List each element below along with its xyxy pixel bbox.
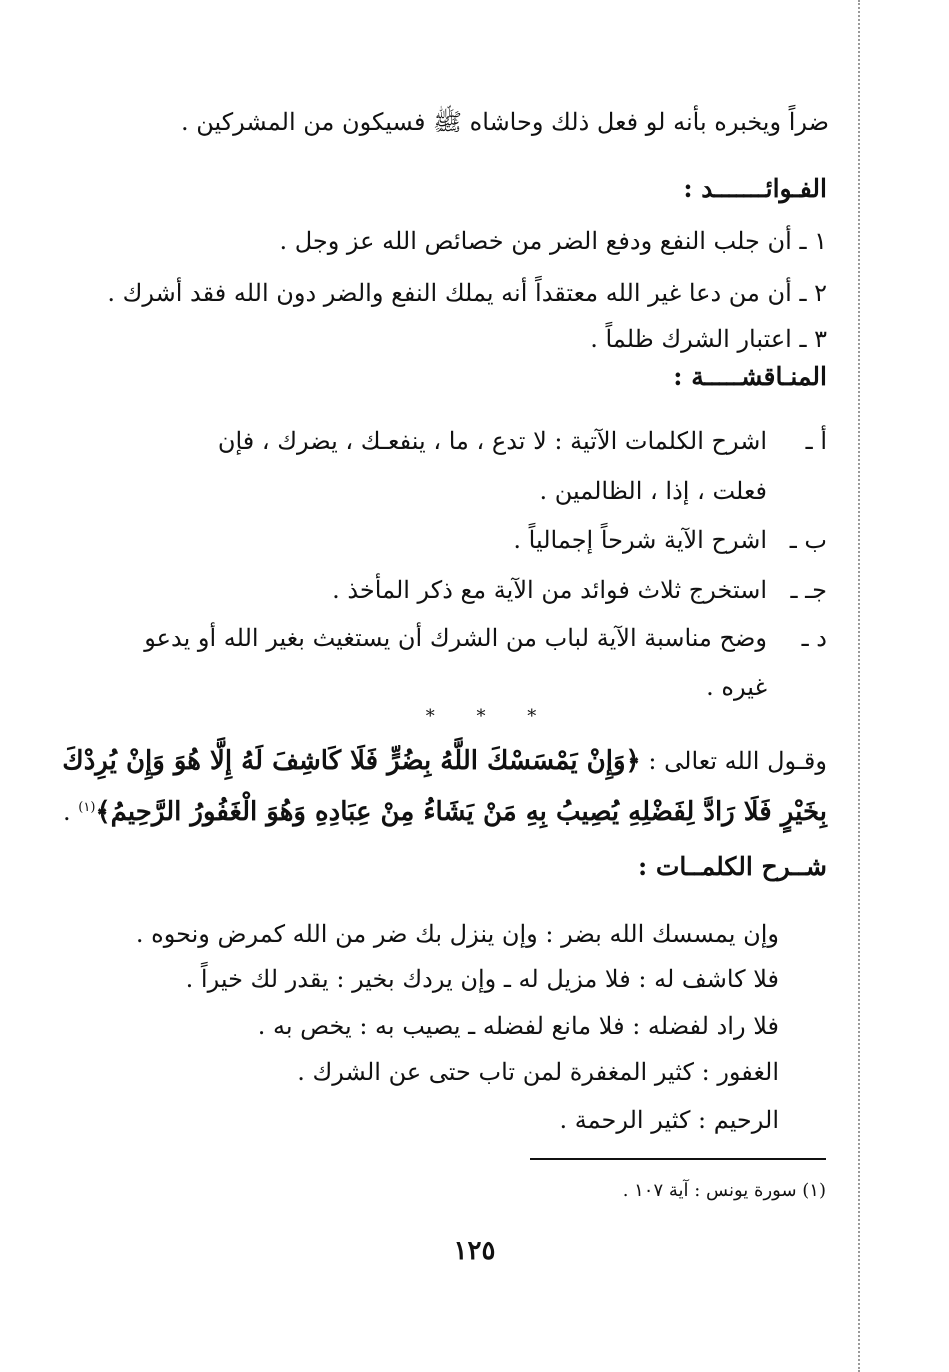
- verse-text-2: بِخَيْرٍ فَلَا رَادَّ لِفَضْلِهِ يُصِيبُ بِهِ مَنْ يَشَاءُ مِنْ عِبَادِهِ وَهُوَ الْغَفُورُ الرَّحِيمُ﴾: [95, 797, 827, 827]
- discussion-marker-a: أ ـ: [805, 427, 827, 455]
- discussion-marker-c: جـ ـ: [790, 576, 827, 604]
- verse-text-1: ﴿وَإِنْ يَمْسَسْكَ اللَّهُ بِضُرٍّ فَلَا كَاشِفَ لَهُ إِلَّا هُوَ وَإِنْ يُرِدْكَ: [62, 746, 641, 776]
- verse-intro: وقـول الله تعالى :: [640, 747, 827, 775]
- intro-line: ضراً ويخبره بأنه لو فعل ذلك وحاشاه ﷺ فسيكون من المشركين .: [180, 108, 829, 136]
- discussion-item-b-line-1: اشرح الآية شرحاً إجمالياً .: [513, 526, 767, 554]
- benefit-item-3: ٣ ـ اعتبار الشرك ظلماً .: [590, 325, 827, 353]
- word-item-4: الغفور : كثير المغفرة لمن تاب حتى عن الشرك .: [297, 1058, 779, 1086]
- footnote-reference: (١): [78, 800, 96, 815]
- word-item-1: وإن يمسسك الله بضر : وإن ينزل بك ضر من الله كمرض ونحوه .: [135, 920, 779, 948]
- discussion-marker-d: د ـ: [801, 624, 827, 652]
- discussion-item-d-line-1: وضح مناسبة الآية لباب من الشرك أن يستغيث بغير الله أو يدعو: [144, 624, 767, 652]
- discussion-item-d-line-2: غيره .: [706, 673, 767, 701]
- footnote-divider: [530, 1158, 826, 1160]
- discussion-item-a-line-1: اشرح الكلمات الآتية : لا تدع ، ما ، ينفعـك ، يضرك ، فإن: [217, 427, 767, 455]
- discussion-marker-b: ب ـ: [789, 526, 827, 554]
- page-number: ١٢٥: [453, 1236, 496, 1266]
- word-item-5: الرحيم : كثير الرحمة .: [559, 1106, 779, 1134]
- page-edge-dotted-line: [858, 0, 860, 1372]
- words-heading: شــرح الكلمــات :: [637, 852, 827, 881]
- benefit-item-1: ١ ـ أن جلب النفع ودفع الضر من خصائص الله عز وجل .: [279, 227, 827, 255]
- word-item-2: فلا كاشف له : فلا مزيل له ـ وإن يردك بخير : يقدر لك خيراً .: [185, 965, 779, 993]
- benefit-item-2: ٢ ـ أن من دعا غير الله معتقداً أنه يملك النفع والضر دون الله فقد أشرك .: [107, 279, 827, 307]
- verse-line-2: [63, 797, 827, 828]
- discussion-heading: المنـاقشـــــة :: [673, 362, 827, 391]
- verse-end: .: [62, 798, 79, 826]
- section-separator: * * *: [425, 706, 555, 727]
- footnote-text: (١) سورة يونس : آية ١٠٧ .: [622, 1180, 826, 1201]
- verse-line-1: [62, 746, 827, 777]
- benefits-heading: الفـوائـــــــد :: [683, 174, 827, 203]
- discussion-item-a-line-2: فعلت ، إذا ، الظالمين .: [539, 477, 767, 505]
- discussion-item-c-line-1: استخرج ثلاث فوائد من الآية مع ذكر المأخذ .: [332, 576, 767, 604]
- word-item-3: فلا راد لفضله : فلا مانع لفضله ـ يصيب به : يخص به .: [257, 1012, 779, 1040]
